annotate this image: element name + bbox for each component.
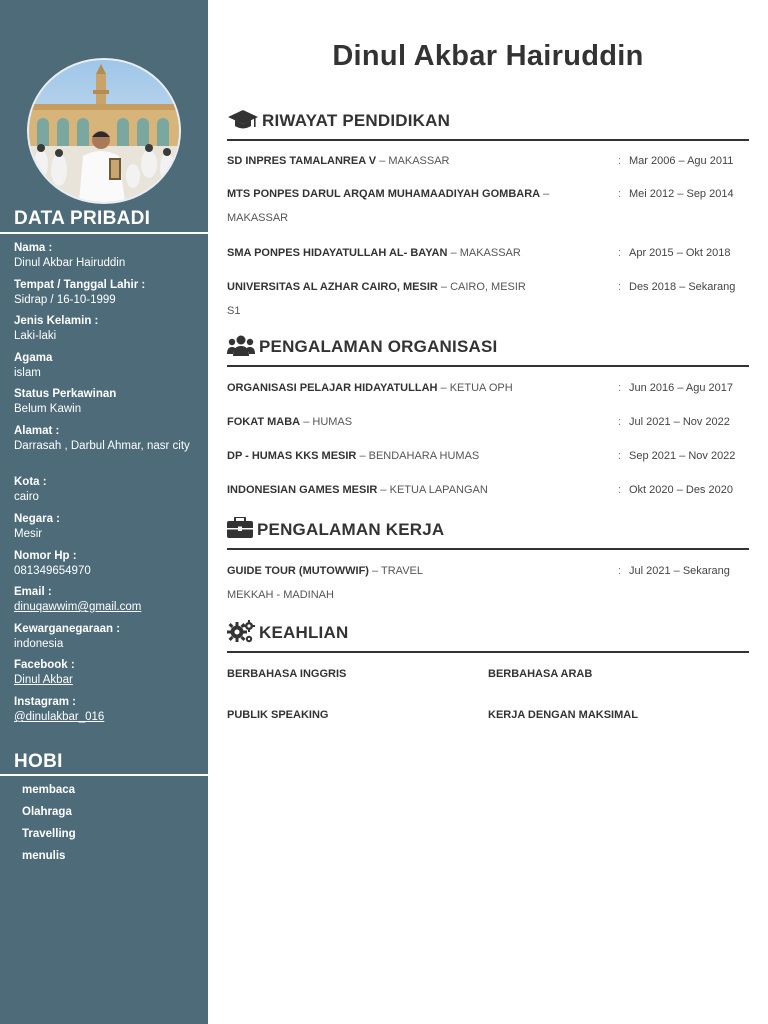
entry-name: GUIDE TOUR (MUTOWWIF) bbox=[227, 565, 369, 577]
sidebar bbox=[0, 0, 208, 1024]
entry-name: FOKAT MABA bbox=[227, 416, 301, 428]
field-label: Kota : bbox=[14, 476, 47, 488]
graduation-cap-icon bbox=[227, 108, 259, 132]
entry-detail: MAKASSAR bbox=[388, 155, 450, 167]
entry-detail: TRAVEL MEKKAH - MADINAH bbox=[227, 565, 423, 601]
field-value: islam bbox=[14, 367, 41, 379]
section-divider bbox=[227, 139, 749, 141]
entry-name: DP - HUMAS KKS MESIR bbox=[227, 450, 357, 462]
field-negara bbox=[14, 512, 199, 542]
field-label: Agama bbox=[14, 352, 53, 364]
field-label: Nomor Hp : bbox=[14, 550, 77, 562]
section-divider bbox=[227, 548, 749, 550]
field-label: Status Perkawinan bbox=[14, 388, 117, 400]
field-agama bbox=[14, 351, 199, 381]
field-label: Alamat : bbox=[14, 425, 60, 437]
entry-detail: BENDAHARA HUMAS bbox=[368, 450, 480, 462]
field-value: Darrasah , Darbul Ahmar, nasr city bbox=[14, 440, 190, 452]
skill-item: KERJA DENGAN MAKSIMAL bbox=[488, 709, 638, 721]
hobi-heading: HOBI bbox=[14, 751, 63, 772]
entry-date: Okt 2020 – Des 2020 bbox=[629, 484, 733, 496]
entry-detail: MAKASSAR bbox=[459, 247, 521, 259]
instagram-link[interactable]: @dinulakbar_016 bbox=[14, 711, 105, 723]
field-kewarganegaraan bbox=[14, 622, 199, 652]
field-value: indonesia bbox=[14, 638, 64, 650]
entry-date: Sep 2021 – Nov 2022 bbox=[629, 450, 736, 462]
entry-degree: S1 bbox=[227, 305, 241, 317]
field-label: Kewarganegaraan : bbox=[14, 623, 121, 635]
field-value: cairo bbox=[14, 491, 39, 503]
gears-icon bbox=[227, 620, 255, 644]
hobby-item: menulis bbox=[22, 850, 66, 862]
field-label: Jenis Kelamin : bbox=[14, 315, 99, 327]
field-label: Instagram : bbox=[14, 696, 76, 708]
entry-detail: KETUA LAPANGAN bbox=[389, 484, 488, 496]
skill-item: BERBAHASA ARAB bbox=[488, 668, 593, 680]
entry-date: Mei 2012 – Sep 2014 bbox=[629, 188, 734, 200]
field-value: 081349654970 bbox=[14, 565, 91, 577]
kerja-header bbox=[227, 517, 749, 547]
field-label: Email : bbox=[14, 586, 52, 598]
section-title: PENGALAMAN KERJA bbox=[257, 520, 445, 539]
email-link[interactable]: dinuqawwim@gmail.com bbox=[14, 601, 142, 613]
field-email bbox=[14, 585, 199, 615]
field-label: Tempat / Tanggal Lahir : bbox=[14, 279, 146, 291]
entry-detail: KETUA OPH bbox=[449, 382, 513, 394]
entry-detail: HUMAS bbox=[312, 416, 353, 428]
skill-item: PUBLIK SPEAKING bbox=[227, 709, 329, 721]
hobby-item: Olahraga bbox=[22, 806, 72, 818]
profile-photo-image bbox=[29, 60, 179, 202]
entry-date: Mar 2006 – Agu 2011 bbox=[629, 155, 734, 167]
hobi-divider bbox=[0, 774, 208, 776]
organisasi-header bbox=[227, 334, 749, 364]
field-label: Nama : bbox=[14, 242, 53, 254]
entry-date: Jul 2021 – Sekarang bbox=[629, 565, 730, 577]
pendidikan-header bbox=[227, 108, 749, 138]
entry-date: Jul 2021 – Nov 2022 bbox=[629, 416, 730, 428]
facebook-link[interactable]: Dinul Akbar bbox=[14, 674, 73, 686]
entry-name: SD INPRES TAMALANREA V bbox=[227, 155, 377, 167]
entry-name: MTS PONPES DARUL ARQAM MUHAMAADIYAH GOMBARA bbox=[227, 188, 541, 200]
field-label: Negara : bbox=[14, 513, 61, 525]
field-ttl bbox=[14, 278, 199, 308]
field-value: Sidrap / 16-10-1999 bbox=[14, 294, 116, 306]
entry-date: Jun 2016 – Agu 2017 bbox=[629, 382, 733, 394]
section-divider bbox=[227, 365, 749, 367]
field-value: Belum Kawin bbox=[14, 403, 82, 415]
hobby-item: membaca bbox=[22, 784, 76, 796]
hobby-item: Travelling bbox=[22, 828, 76, 840]
section-title: RIWAYAT PENDIDIKAN bbox=[262, 111, 451, 130]
briefcase-icon bbox=[227, 517, 253, 539]
section-title: PENGALAMAN ORGANISASI bbox=[259, 337, 498, 356]
field-status bbox=[14, 387, 199, 417]
field-alamat bbox=[14, 424, 199, 454]
field-instagram bbox=[14, 695, 199, 725]
field-label: Facebook : bbox=[14, 659, 75, 671]
data-pribadi-heading: DATA PRIBADI bbox=[14, 208, 151, 229]
field-nama bbox=[14, 241, 199, 271]
field-kota bbox=[14, 475, 199, 505]
field-jenis-kelamin bbox=[14, 314, 199, 344]
field-value: Dinul Akbar Hairuddin bbox=[14, 257, 126, 269]
field-facebook bbox=[14, 658, 199, 688]
entry-name: INDONESIAN GAMES MESIR bbox=[227, 484, 378, 496]
section-title: KEAHLIAN bbox=[259, 623, 349, 642]
entry-name: UNIVERSITAS AL AZHAR CAIRO, MESIR bbox=[227, 281, 438, 293]
users-icon bbox=[227, 334, 255, 358]
skill-item: BERBAHASA INGGRIS bbox=[227, 668, 347, 680]
entry-detail: MAKASSAR bbox=[227, 212, 289, 224]
entry-detail: CAIRO, MESIR bbox=[450, 281, 526, 293]
data-pribadi-divider bbox=[0, 232, 208, 234]
field-value: Mesir bbox=[14, 528, 43, 540]
person-name: Dinul Akbar Hairuddin bbox=[332, 40, 644, 72]
section-divider bbox=[227, 651, 749, 653]
field-value: Laki-laki bbox=[14, 330, 57, 342]
entry-name: SMA PONPES HIDAYATULLAH AL- BAYAN bbox=[227, 247, 448, 259]
profile-photo bbox=[27, 58, 181, 204]
entry-name: ORGANISASI PELAJAR HIDAYATULLAH bbox=[227, 382, 438, 394]
keahlian-header bbox=[227, 620, 749, 650]
entry-date: Des 2018 – Sekarang bbox=[629, 281, 736, 293]
entry-date: Apr 2015 – Okt 2018 bbox=[629, 247, 731, 259]
field-nomor-hp bbox=[14, 549, 199, 579]
